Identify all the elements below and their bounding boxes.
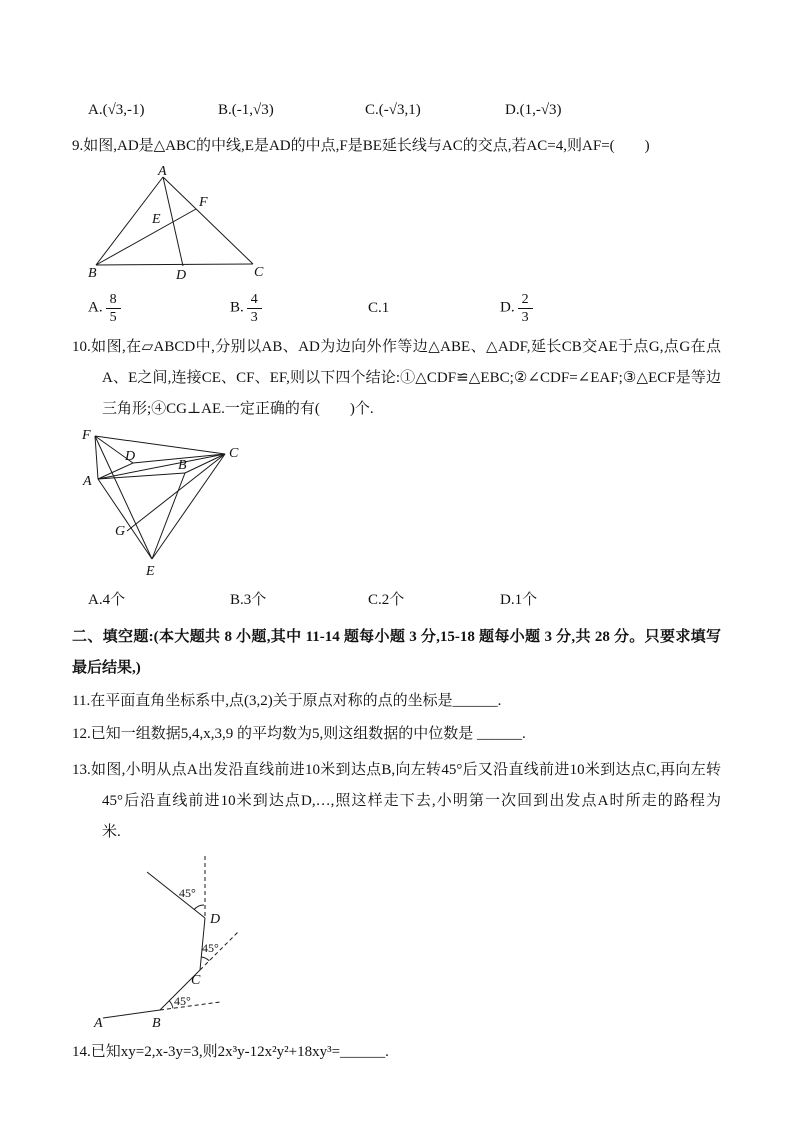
question-14-text: 14.已知xy=2,x-3y=3,则2x³y-12x²y²+18xy³=______.: [72, 1043, 389, 1060]
q8-option-d: D.(1,-√3): [505, 102, 562, 118]
q10-figure-labels: [81, 429, 239, 579]
q9-option-d-label: D.: [500, 299, 515, 316]
q9-option-a: [88, 292, 230, 326]
q9-option-d: [500, 292, 721, 326]
point-label-F: F: [199, 195, 208, 210]
angle-arc-B: [169, 1001, 173, 1009]
fraction-8-5: [106, 292, 121, 326]
point-label-D: D: [125, 448, 136, 464]
fraction-4-3: [247, 292, 262, 326]
q10-options-row: [72, 585, 721, 616]
q10-option-a: A.4个: [88, 591, 126, 608]
question-12-text: 12.已知一组数据5,4,x,3,9 的平均数为5,则这组数据的中位数是 ______.: [72, 725, 526, 742]
point-label-E: E: [152, 212, 161, 227]
point-label-E: E: [146, 563, 155, 579]
point-label-A: A: [158, 165, 167, 179]
point-label-C: C: [191, 972, 201, 988]
q8-options-row: [72, 95, 721, 126]
fraction-denominator: 3: [250, 310, 258, 326]
point-label-A: A: [94, 1015, 103, 1031]
q13-figure-svg: [90, 850, 260, 1032]
fraction-numerator: 2: [518, 292, 533, 309]
exam-page: [72, 95, 752, 1068]
line-CA: [163, 177, 253, 264]
line-CE: [152, 454, 225, 559]
q8-option-c: C.(-√3,1): [365, 102, 421, 118]
angle-label-D: 45°: [179, 885, 196, 900]
point-label-B: B: [178, 457, 187, 473]
q10-figure-svg: [80, 429, 245, 581]
question-9-text: 9.如图,AD是△ABC的中线,E是AD的中点,F是BE延长线与AC的交点,若AC=4,则AF=( ): [72, 138, 650, 154]
line-AC: [98, 454, 225, 479]
fraction-numerator: 4: [247, 292, 262, 309]
point-label-D: D: [210, 911, 221, 927]
q8-option-b: B.(-1,√3): [218, 102, 274, 118]
q9-option-c: C.1: [368, 300, 390, 317]
angle-arc-C: [201, 957, 209, 961]
line-CG: [127, 454, 225, 531]
question-10-text: 10.如图,在▱ABCD中,分别以AB、AD为边向外作等边△ABE、△ADF,延长CB交AE于点G,点G在点A、E之间,连接CE、CF、EF,则以下四个结论:①△CDF≌△EBC;②∠CDF=∠EAF;③△ECF是等边三角形;④CG⊥AE.一定正确的有( )个.: [72, 338, 721, 417]
fraction-denominator: 3: [521, 310, 529, 326]
point-label-G: G: [115, 523, 126, 539]
q8-option-a: A.(√3,-1): [88, 102, 145, 118]
fraction-denominator: 5: [109, 310, 117, 326]
angle-arc-D: [194, 905, 204, 910]
q9-options-row: [72, 292, 721, 326]
q9-figure-lines: [96, 177, 253, 266]
line-FC: [95, 436, 225, 454]
q9-option-a-label: A.: [88, 299, 103, 316]
q9-option-b: [230, 292, 368, 326]
fraction-numerator: 8: [106, 292, 121, 309]
point-label-C: C: [229, 445, 239, 461]
q10-figure: [80, 429, 721, 581]
q9-figure: [88, 165, 721, 290]
q10-figure-lines: [95, 436, 225, 559]
line-D-next: [147, 872, 205, 918]
fraction-2-3: [518, 292, 533, 326]
line-AE: [98, 479, 152, 559]
point-label-A: A: [83, 473, 92, 489]
q10-option-d: D.1个: [500, 591, 538, 608]
angle-label-C: 45°: [202, 940, 219, 955]
point-label-B: B: [88, 266, 97, 281]
line-EF: [95, 436, 152, 559]
point-label-D: D: [176, 268, 187, 283]
line-BC: [96, 264, 253, 265]
q9-figure-svg: [88, 165, 288, 290]
point-label-C: C: [254, 265, 264, 280]
q9-option-b-label: B.: [230, 299, 244, 316]
q13-figure-angle-arcs: [169, 905, 209, 1008]
section-2-header: 二、填空题:(本大题共 8 小题,其中 11-14 题每小题 3 分,15-18 题每小题 3 分,共 28 分。只要求填写最后结果,): [72, 628, 721, 676]
question-11-text: 11.在平面直角坐标系中,点(3,2)关于原点对称的点的坐标是______.: [72, 692, 502, 709]
angle-label-B: 45°: [174, 993, 191, 1008]
point-label-F: F: [82, 428, 91, 443]
question-13-text: 13.如图,小明从点A出发沿直线前进10米到达点B,向左转45°后又沿直线前进10米到达点C,再向左转45°后沿直线前进10米到达点D,…,照这样走下去,小明第一次回到出发点A时所走的路程为 米.: [72, 761, 752, 840]
line-BE: [152, 473, 185, 559]
q10-option-b: B.3个: [230, 591, 267, 608]
q10-option-c: C.2个: [368, 591, 405, 608]
point-label-B: B: [152, 1015, 161, 1031]
q13-figure: [90, 850, 721, 1032]
